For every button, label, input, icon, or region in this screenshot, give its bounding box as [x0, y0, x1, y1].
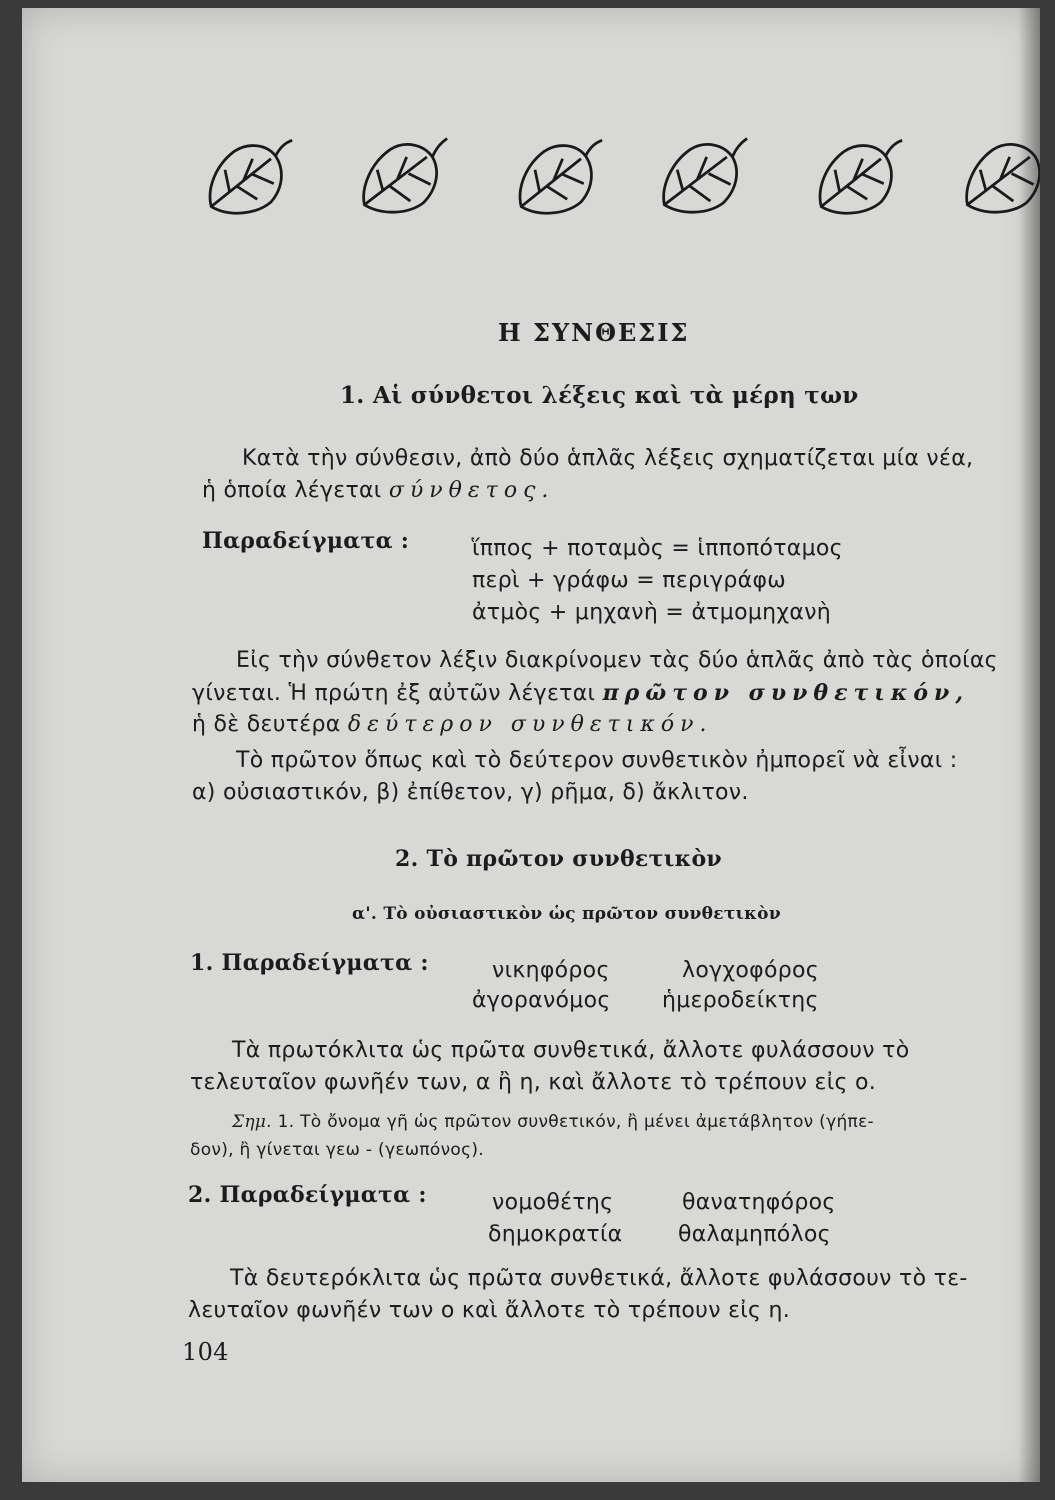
leaf-icon [512, 133, 604, 225]
leaf-icon [960, 133, 1040, 225]
term-synthetos: σύνθετος. [388, 478, 555, 503]
example-3: ἀτμὸς + μηχανὴ = ἀτμομηχανὴ [472, 600, 832, 625]
ex1-word-3: ἀγορανόμος [472, 988, 611, 1013]
ex2-word-3: δημοκρατία [488, 1222, 623, 1247]
book-page [22, 8, 1040, 1482]
section2-heading: 2. Τὸ πρῶτον συνθετικὸν [395, 846, 722, 872]
example-2: περὶ + γράφω = περιγράφω [472, 568, 786, 593]
intro-line2-prefix: ἡ ὁποία λέγεται [202, 478, 382, 503]
ex1-word-1: νικηφόρος [492, 958, 610, 983]
note-label: Σημ. [232, 1112, 272, 1132]
leaf-icon [812, 133, 904, 225]
para2-line2-prefix: γίνεται. Ἡ πρώτη ἐξ αὐτῶν λέγεται [192, 681, 596, 706]
para2-line1: Εἰς τὴν σύνθετον λέξιν διακρίνομεν τὰς δύο ἁπλᾶς ἀπὸ τὰς ὁποίας [236, 648, 998, 673]
term-deuteron-syntheticon: δεύτερον συνθετικόν. [347, 712, 713, 737]
note-line2: δον), ἢ γίνεται γεω - (γεωπόνος). [190, 1140, 485, 1160]
para4-line1: Τὰ πρωτόκλιτα ὡς πρῶτα συνθετικά, ἄλλοτε φυλάσσουν τὸ [232, 1038, 910, 1063]
examples2-label: 2. Παραδείγματα : [188, 1182, 427, 1208]
examples1-label: 1. Παραδείγματα : [190, 950, 429, 976]
intro-line1: Κατὰ τὴν σύνθεσιν, ἀπὸ δύο ἁπλᾶς λέξεις σχηματίζεται μία νέα, [242, 446, 974, 471]
ex1-word-4: ἡμεροδείκτης [662, 988, 819, 1013]
ex2-word-1: νομοθέτης [492, 1190, 614, 1215]
leaf-icon [357, 133, 449, 225]
examples-label: Παραδείγματα : [202, 528, 410, 554]
para5-line1: Τὰ δευτερόκλιτα ὡς πρῶτα συνθετικά, ἄλλοτε φυλάσσουν τὸ τε- [230, 1266, 968, 1291]
note-line1-text: 1. Τὸ ὄνομα γῆ ὡς πρῶτον συνθετικόν, ἢ μένει ἀμετάβλητον (γήπε- [277, 1112, 874, 1132]
para3-line1: Τὸ πρῶτον ὅπως καὶ τὸ δεύτερον συνθετικὸν ἠμπορεῖ νὰ εἶναι : [236, 748, 958, 773]
leaf-ornament-row [202, 133, 1040, 243]
section1-heading: 1. Αἱ σύνθετοι λέξεις καὶ τὰ μέρη των [340, 382, 859, 409]
para2-line2 [192, 680, 969, 706]
para4-line2: τελευταῖον φωνῆέν των, α ἢ η, καὶ ἄλλοτε τὸ τρέπουν εἰς ο. [190, 1070, 877, 1095]
intro-line2 [202, 478, 554, 503]
para2-line3 [192, 712, 712, 737]
ex2-word-2: θανατηφόρος [682, 1190, 836, 1215]
subsection-a-heading: α'. Τὸ οὐσιαστικὸν ὡς πρῶτον συνθετικὸν [352, 904, 781, 924]
page-number: 104 [182, 1338, 229, 1366]
para2-line3-prefix: ἡ δὲ δευτέρα [192, 712, 341, 737]
ex2-word-4: θαλαμηπόλος [678, 1222, 831, 1247]
leaf-icon [202, 133, 294, 225]
example-1: ἵππος + ποταμὸς = ἱπποπόταμος [472, 536, 843, 561]
ex1-word-2: λογχοφόρος [682, 958, 819, 983]
page-title: Η ΣΥΝΘΕΣΙΣ [498, 318, 690, 347]
note-line1 [232, 1112, 874, 1132]
para3-line2: α) οὐσιαστικόν, β) ἐπίθετον, γ) ρῆμα, δ) ἄκλιτον. [192, 780, 749, 805]
term-proton-syntheticon: πρῶτον συνθετικόν, [602, 680, 969, 706]
leaf-icon [657, 133, 749, 225]
para5-line2: λευταῖον φωνῆέν των ο καὶ ἄλλοτε τὸ τρέπουν εἰς η. [188, 1298, 791, 1323]
